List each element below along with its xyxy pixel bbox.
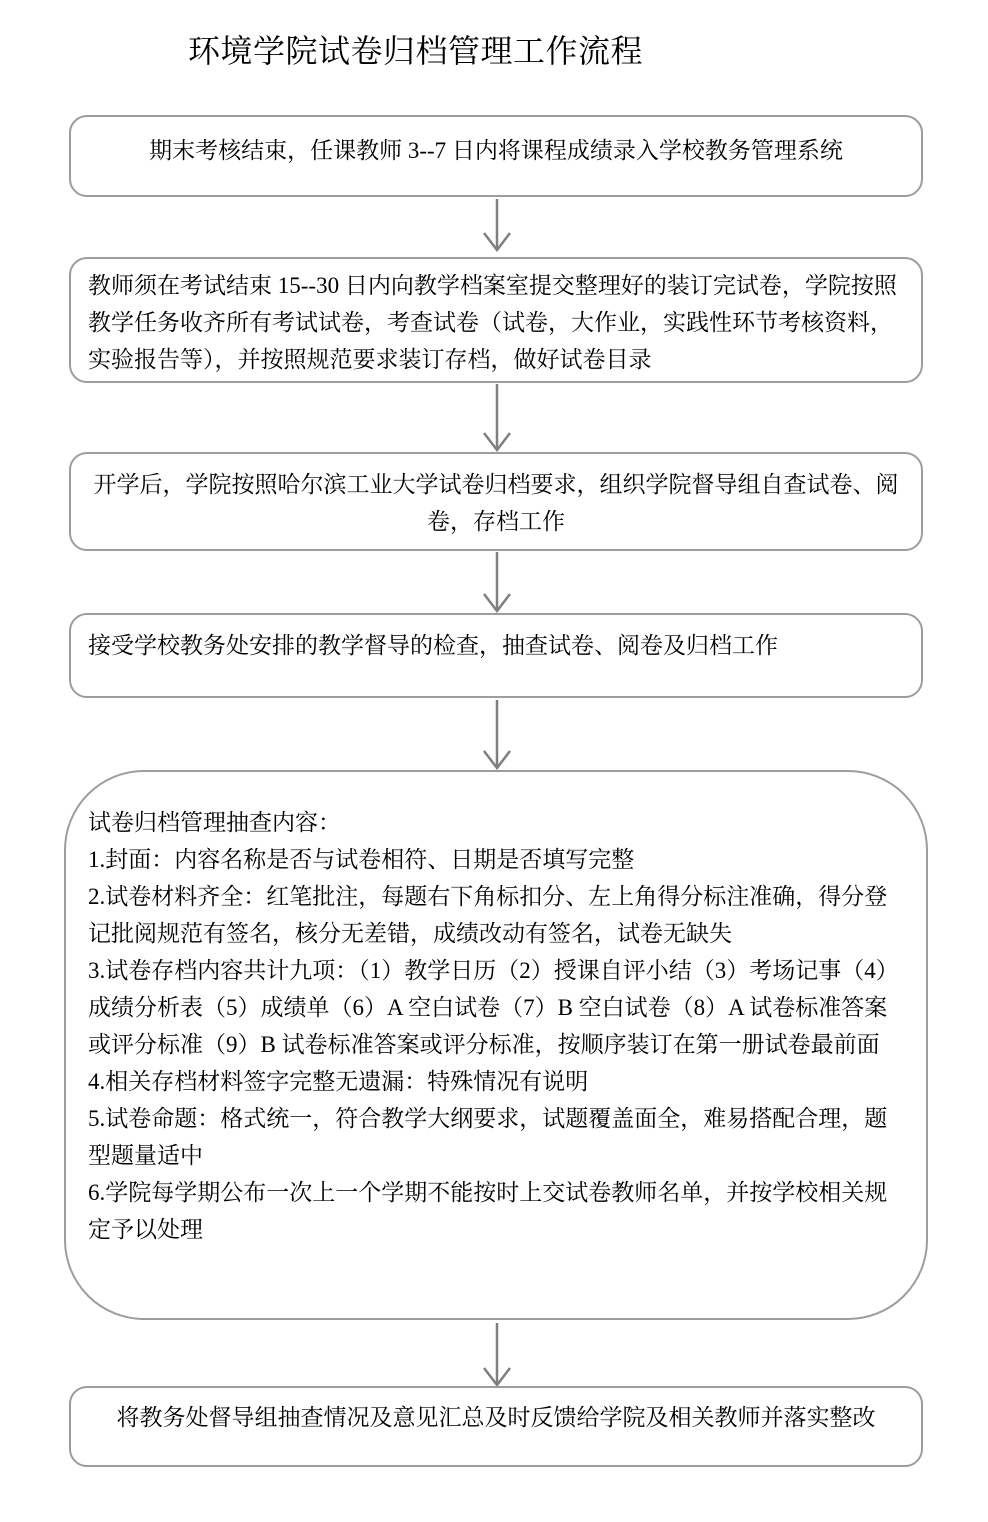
flow-arrow-down-4	[477, 700, 517, 770]
flow-step-submit-papers-box	[69, 257, 923, 383]
flow-step-inspection-content-box	[64, 770, 928, 1320]
flow-step-supervision-check-text: 接受学校教务处安排的教学督导的检查，抽查试卷、阅卷及归档工作	[88, 633, 778, 658]
flow-arrow-down-1	[477, 199, 517, 252]
flow-step-feedback-text: 将教务处督导组抽查情况及意见汇总及时反馈给学院及相关教师并落实整改	[116, 1405, 876, 1430]
flow-arrow-down-3	[477, 552, 517, 613]
flow-step-self-check-box	[69, 452, 923, 551]
flow-step-self-check-text: 开学后，学院按照哈尔滨工业大学试卷归档要求，组织学院督导组自查试卷、阅卷，存档工作	[93, 472, 899, 534]
flow-arrow-down-2	[477, 384, 517, 452]
flow-step-submit-papers-text: 教师须在考试结束 15--30 日内向教学档案室提交整理好的装订完试卷，学院按照教学任务收齐所有考试试卷，考查试卷（试卷，大作业，实践性环节考核资料，实验报告等），并按照规范要求装订存档，做好试卷目录	[88, 273, 897, 372]
inspection-item-4: 4.相关存档材料签字完整无遗漏：特殊情况有说明	[88, 1069, 589, 1094]
flow-step-grade-entry-box	[69, 115, 923, 197]
flow-step-grade-entry-text: 期末考核结束，任课教师 3--7 日内将课程成绩录入学校教务管理系统	[149, 138, 843, 163]
page-title: 环境学院试卷归档管理工作流程	[188, 33, 644, 69]
inspection-item-2: 2.试卷材料齐全：红笔批注，每题右下角标扣分、左上角得分标注准确，得分登记批阅规范有签名，核分无差错，成绩改动有签名，试卷无缺失	[88, 884, 888, 946]
inspection-item-3: 3.试卷存档内容共计九项：（1）教学日历（2）授课自评小结（3）考场记事（4）成绩分析表（5）成绩单（6）A 空白试卷（7）B 空白试卷（8）A 试卷标准答案或评分标准（9）B 试卷标准答案或评分标准，按顺序装订在第一册试卷最前面	[88, 958, 899, 1057]
inspection-item-1: 1.封面：内容名称是否与试卷相符、日期是否填写完整	[88, 847, 635, 872]
inspection-item-6: 6.学院每学期公布一次上一个学期不能按时上交试卷教师名单，并按学校相关规定予以处理	[88, 1180, 888, 1242]
inspection-item-5: 5.试卷命题：格式统一，符合教学大纲要求，试题覆盖面全，难易搭配合理，题型题量适中	[88, 1106, 888, 1168]
flow-arrow-down-5	[477, 1323, 517, 1387]
flow-step-feedback-box	[69, 1386, 923, 1467]
inspection-heading: 试卷归档管理抽查内容：	[88, 810, 341, 835]
flow-step-supervision-check-box	[69, 613, 923, 698]
